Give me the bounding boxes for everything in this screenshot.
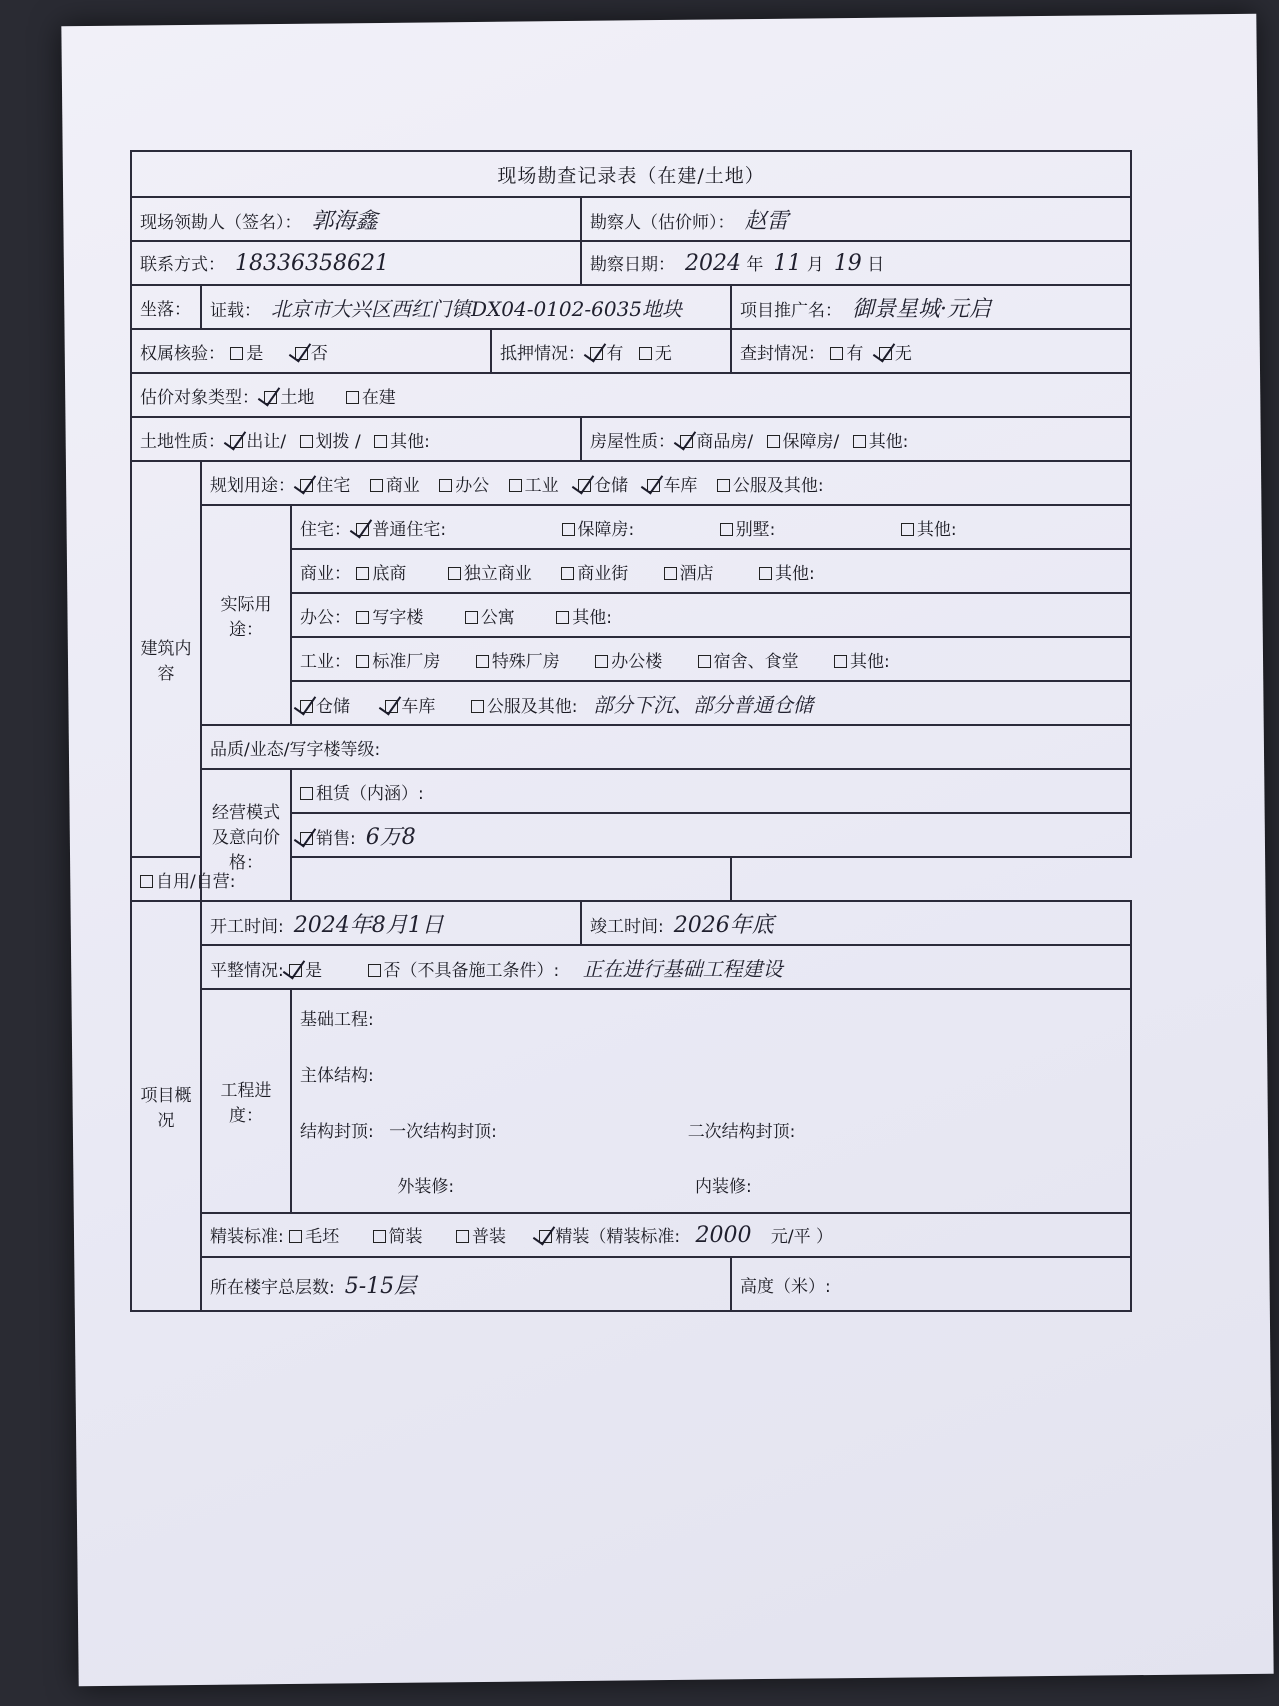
biz-rent-checkbox[interactable] [300, 787, 313, 800]
finish-time-label: 竣工时间: [590, 916, 664, 937]
actual-commercial-cell [291, 549, 1131, 593]
commercial-option: 商业街 [577, 563, 629, 584]
contact-label: 联系方式： [140, 255, 225, 275]
contact-cell [131, 241, 581, 285]
office-tower-checkbox[interactable] [356, 611, 369, 624]
industrial-option: 标准厂房 [372, 651, 441, 672]
leveling-yes-checkbox[interactable] [289, 964, 302, 977]
finish-option: 毛坯 [305, 1227, 340, 1247]
planned-option: 公服及其他: [732, 475, 824, 496]
office-other-checkbox[interactable] [556, 611, 569, 624]
year-char: 年 [746, 255, 764, 275]
residential-option: 普通住宅: [372, 519, 447, 540]
start-time-value: 2024年8月1日 [293, 912, 444, 938]
cert-label: 证载： [210, 300, 261, 321]
other-option: 车库 [401, 696, 436, 717]
promo-value: 御景星城·元启 [852, 296, 991, 322]
commercial-hotel-checkbox[interactable] [664, 567, 677, 580]
finish-time-cell [581, 901, 1131, 945]
house-nature-label: 房屋性质： [590, 431, 675, 452]
house-affordable-checkbox[interactable] [767, 435, 780, 448]
finish-option: 普装 [471, 1227, 506, 1247]
industrial-office-checkbox[interactable] [595, 655, 608, 668]
topping-second: 二次结构封顶: [687, 1121, 796, 1142]
form-title: 现场勘查记录表（在建/土地） [131, 151, 1131, 197]
other-storage-checkbox[interactable] [300, 700, 313, 713]
industrial-option: 其他: [850, 651, 890, 672]
planned-storage-checkbox[interactable] [578, 479, 591, 492]
seal-cell [731, 329, 1131, 373]
mortgage-no-checkbox[interactable] [639, 347, 652, 360]
residential-normal-checkbox[interactable] [356, 523, 369, 536]
mortgage-no-label: 无 [654, 343, 672, 364]
planned-option: 车库 [663, 475, 698, 496]
type-building-checkbox[interactable] [346, 391, 359, 404]
actual-industrial-cell [291, 637, 1131, 681]
other-garage-checkbox[interactable] [385, 700, 398, 713]
industrial-option: 办公楼 [611, 651, 663, 672]
commercial-standalone-checkbox[interactable] [448, 567, 461, 580]
leveling-value: 正在进行基础工程建设 [582, 956, 783, 981]
finish-raw-checkbox[interactable] [289, 1230, 302, 1243]
progress-label: 工程进度： [201, 989, 291, 1213]
other-option: 公服及其他: [486, 696, 578, 717]
topping-first: 一次结构封顶: [389, 1121, 497, 1142]
foundation-cell: 基础工程: [291, 989, 1131, 1045]
residential-affordable-checkbox[interactable] [562, 523, 575, 536]
height-cell: 高度（米）: [731, 1257, 1131, 1311]
commercial-option: 其他: [775, 563, 815, 584]
land-transfer-checkbox[interactable] [230, 435, 243, 448]
industrial-special-checkbox[interactable] [476, 655, 489, 668]
planned-industrial-checkbox[interactable] [509, 479, 522, 492]
surveyor-label: 勘察人（估价师）： [590, 212, 735, 233]
commercial-shop-checkbox[interactable] [356, 567, 369, 580]
start-time-cell [201, 901, 581, 945]
seal-label: 查封情况： [740, 343, 825, 364]
office-apartment-checkbox[interactable] [465, 611, 478, 624]
finish-standard-value: 2000 [695, 1223, 752, 1248]
office-option: 其他: [572, 607, 612, 628]
house-nature-cell [581, 417, 1131, 461]
planned-option: 办公 [455, 475, 490, 496]
seal-no-checkbox[interactable] [879, 347, 892, 360]
lead-signature: 郭海鑫 [311, 208, 378, 234]
start-time-label: 开工时间: [210, 916, 284, 937]
finish-option: 精装（精装标准: [555, 1227, 681, 1247]
seal-yes-checkbox[interactable] [830, 347, 843, 360]
surveyor-cell [581, 197, 1131, 241]
floors-cell [201, 1257, 731, 1311]
land-transfer-label: 出让/ [246, 431, 287, 452]
date-year: 2024 [685, 251, 741, 276]
ownership-cell [131, 329, 491, 373]
residential-label: 住宅： [300, 519, 351, 540]
finish-normal-checkbox[interactable] [456, 1230, 469, 1243]
house-affordable-label: 保障房/ [782, 431, 840, 452]
commercial-label: 商业： [300, 563, 351, 584]
mortgage-yes-label: 有 [606, 343, 624, 364]
land-nature-label: 土地性质： [140, 431, 225, 452]
land-other-checkbox[interactable] [374, 435, 387, 448]
floors-label: 所在楼宇总层数: [210, 1277, 335, 1298]
commercial-street-checkbox[interactable] [561, 567, 574, 580]
grade-cell: 品质/业态/写字楼等级: [201, 725, 1131, 769]
finish-standard-cell [201, 1213, 1131, 1257]
topping-label: 结构封顶: [300, 1121, 374, 1142]
ownership-no-checkbox[interactable] [295, 347, 308, 360]
finish-time-value: 2026年底 [673, 912, 774, 938]
surveyor-signature: 赵雷 [744, 208, 789, 234]
planned-option: 仓储 [594, 475, 629, 496]
biz-mode-label: 经营模式及意向价格： [201, 769, 291, 901]
finish-simple-checkbox[interactable] [373, 1230, 386, 1243]
industrial-standard-checkbox[interactable] [356, 655, 369, 668]
planned-garage-checkbox[interactable] [647, 479, 660, 492]
main-structure-cell: 主体结构: [291, 1045, 1131, 1101]
exterior-label: 外装修: [397, 1177, 455, 1197]
type-land-label: 土地 [280, 387, 315, 408]
finish-standard-unit: 元/平 ） [770, 1227, 834, 1247]
planned-use-cell [201, 461, 1131, 505]
ownership-yes-label: 是 [246, 343, 264, 364]
leveling-cell [201, 945, 1131, 989]
lead-cell [131, 197, 581, 241]
cert-value: 北京市大兴区西红门镇DX04-0102-6035地块 [271, 296, 683, 321]
contact-value: 18336358621 [235, 251, 389, 276]
survey-form [130, 150, 1130, 1312]
residential-other-checkbox[interactable] [901, 523, 914, 536]
date-cell [581, 241, 1131, 285]
other-public-checkbox[interactable] [471, 700, 484, 713]
land-allocate-checkbox[interactable] [300, 435, 313, 448]
land-other-label: 其他: [390, 431, 430, 452]
industrial-other-checkbox[interactable] [834, 655, 847, 668]
planned-option: 住宅 [316, 475, 351, 496]
date-label: 勘察日期： [590, 255, 675, 275]
planned-use-label: 规划用途： [210, 475, 295, 496]
day-char: 日 [867, 255, 885, 275]
industrial-option: 宿舍、食堂 [713, 651, 799, 672]
actual-use-label: 实际用途： [201, 505, 291, 725]
month-char: 月 [806, 255, 824, 275]
building-section-label: 建筑内容 [131, 461, 201, 857]
location-label: 坐落： [131, 285, 201, 329]
promo-cell [731, 285, 1131, 329]
biz-self-label: 自用/自营: [156, 871, 236, 892]
biz-self-checkbox[interactable] [140, 875, 153, 888]
lead-label: 现场领勘人（签名）： [140, 212, 302, 233]
mortgage-cell [491, 329, 731, 373]
house-other-checkbox[interactable] [853, 435, 866, 448]
planned-residential-checkbox[interactable] [300, 479, 313, 492]
residential-option: 保障房: [577, 519, 635, 540]
biz-rent-label: 租赁（内涵）: [316, 783, 424, 804]
actual-residential-cell [291, 505, 1131, 549]
biz-sale-label: 销售: [316, 828, 356, 849]
finish-option: 简装 [388, 1227, 423, 1247]
ownership-label: 权属核验： [140, 343, 225, 364]
interior-label: 内装修: [694, 1177, 752, 1197]
office-option: 公寓 [480, 607, 515, 628]
office-option: 写字楼 [372, 607, 424, 628]
house-commercial-checkbox[interactable] [680, 435, 693, 448]
industrial-dorm-checkbox[interactable] [698, 655, 711, 668]
land-allocate-label: 划拨 / [315, 431, 361, 452]
planned-commercial-checkbox[interactable] [370, 479, 383, 492]
planned-option: 商业 [385, 475, 420, 496]
topping-cell [291, 1101, 1131, 1157]
other-use-value: 部分下沉、部分普通仓储 [592, 692, 813, 717]
commercial-option: 酒店 [679, 563, 714, 584]
land-nature-cell [131, 417, 581, 461]
finish-fine-checkbox[interactable] [539, 1230, 552, 1243]
leveling-no-checkbox[interactable] [368, 964, 381, 977]
type-land-checkbox[interactable] [264, 391, 277, 404]
commercial-option: 底商 [372, 563, 407, 584]
industrial-label: 工业： [300, 651, 351, 672]
actual-other-cell [291, 681, 1131, 725]
biz-sale-checkbox[interactable] [300, 832, 313, 845]
cert-cell [201, 285, 731, 329]
planned-option: 工业 [524, 475, 559, 496]
object-type-label: 估价对象类型： [140, 387, 259, 408]
promo-label: 项目推广名： [740, 300, 842, 321]
project-section-label: 项目概况 [131, 901, 201, 1311]
residential-option: 其他: [916, 519, 957, 540]
seal-yes-label: 有 [846, 343, 864, 364]
planned-other-checkbox[interactable] [717, 479, 730, 492]
residential-villa-checkbox[interactable] [720, 523, 733, 536]
planned-office-checkbox[interactable] [439, 479, 452, 492]
date-month: 11 [773, 251, 802, 276]
leveling-label: 平整情况: [210, 960, 284, 981]
industrial-option: 特殊厂房 [491, 651, 560, 672]
biz-self-cell [131, 857, 731, 901]
object-type-cell [131, 373, 1131, 417]
floors-value: 5-15层 [344, 1273, 417, 1299]
other-option: 仓储 [316, 696, 350, 717]
mortgage-label: 抵押情况： [500, 343, 585, 364]
leveling-yes-label: 是 [305, 960, 323, 981]
leveling-no-label: 否（不具备施工条件）: [383, 960, 560, 981]
office-label: 办公： [300, 607, 351, 628]
ownership-no-label: 否 [310, 343, 328, 364]
biz-sale-cell [291, 813, 1131, 857]
type-building-label: 在建 [361, 387, 396, 408]
commercial-option: 独立商业 [463, 563, 532, 584]
house-commercial-label: 商品房/ [696, 431, 754, 452]
biz-rent-cell [291, 769, 1131, 813]
decoration-cell [291, 1157, 1131, 1213]
actual-office-cell [291, 593, 1131, 637]
commercial-other-checkbox[interactable] [759, 567, 772, 580]
date-day: 19 [833, 251, 862, 276]
house-other-label: 其他: [868, 431, 909, 452]
mortgage-yes-checkbox[interactable] [590, 347, 603, 360]
residential-option: 别墅: [735, 519, 776, 540]
seal-no-label: 无 [894, 343, 912, 364]
biz-sale-value: 6万8 [365, 824, 416, 850]
finish-standard-label: 精装标准: [210, 1227, 284, 1247]
ownership-yes-checkbox[interactable] [230, 347, 243, 360]
